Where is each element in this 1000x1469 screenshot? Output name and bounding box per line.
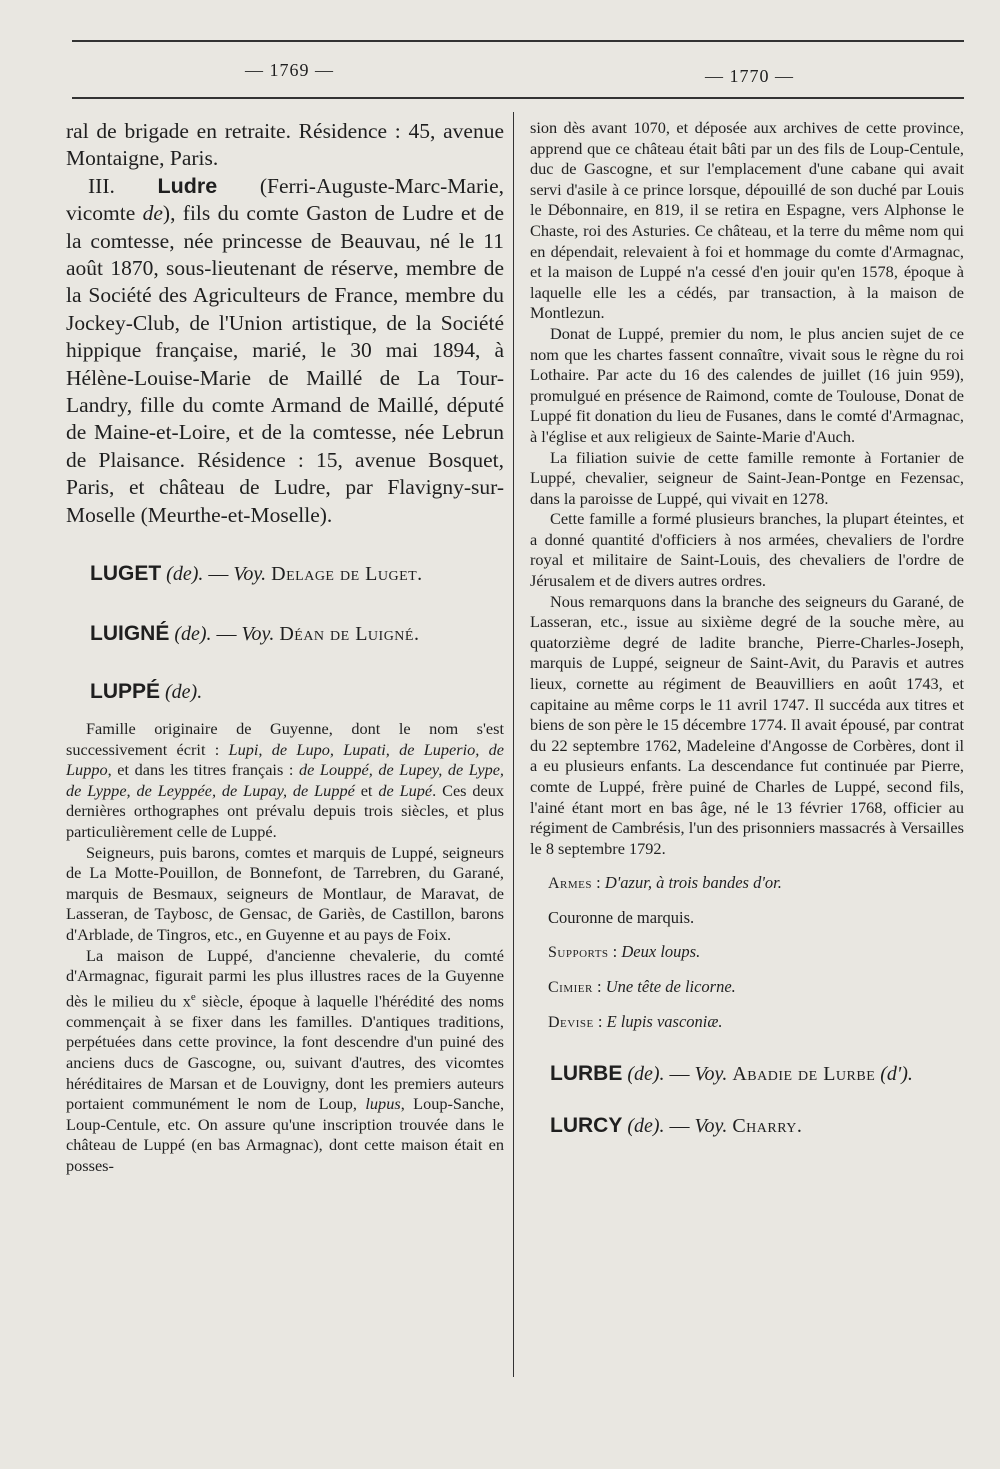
text: siècle, époque à laquelle l'hérédité des noms commençait à se fixer dans les familles. D'antiques traditions, perpétuées dans cette province, la font descendre d'un puiné des anciens ducs de Gascogne, ou, suivant d'autres, des vicomtes héréditaires de Marsan et de Louvigny, dont les premiers auteurs portaient communément le nom de Loup,	[66, 991, 504, 1114]
sep: :	[592, 873, 605, 893]
superscript: e	[190, 990, 196, 1003]
luppe-origin-paragraph	[66, 719, 504, 843]
spellings: de Louppé, de Lupey, de Lype, de Lyppe, de Leyppée, de Lupay, de Luppé	[66, 760, 505, 800]
couronne-line: Couronne de marquis.	[548, 908, 695, 928]
luppe-castle-paragraph: sion dès avant 1070, et déposée aux archives de cette province, apprend que ce château était bâti par un des fils de Loup-Centule, duc de Gascogne, et sur l'emplacement d'une cabane qui avait servi d'asile à ce prince lorsque, dépouillé de son duché par Louis le Débonnaire, en 819, il se retira en Espagne, vers Alphonse le Chaste, roi des Asturies. Ce château, et la terre du même nom qui en dépendait, relevaient à foi et hommage du comte d'Armagnac, et la maison de Luppé n'a cessé d'en jouir qu'en 1578, époque à laquelle elle les a cédés, par transaction, à la maison de Montlezun.	[530, 118, 964, 323]
entry-particle: de	[142, 201, 163, 226]
value: Une tête de licorne.	[605, 977, 736, 997]
particle: (de).	[166, 563, 204, 586]
entry-text: ), fils du comte Gaston de Ludre et de la comtesse, née princesse de Beauvau, né le 11 août 1870, sous-lieutenant de réserve, membre de la Société des Agriculteurs de France, membre du Jockey-Club, de l'Union artistique, de la Société hippique française, marié, le 30 mai 1894, à Hélène-Louise-Marie de Maillé de La Tour-Landry, fille du comte Armand de Maillé, député de Maine-et-Loire, et de la comtesse, née Lebrun de Plaisance. Résidence : 15, avenue Bosquet, Paris, et château de Ludre, par Flavigny-sur-Moselle (Meurthe-et-Moselle).	[66, 201, 505, 527]
particle: (de).	[174, 623, 212, 646]
ludre-continuation: ral de brigade en retraite. Résidence : 45, avenue Montaigne, Paris.	[66, 119, 504, 171]
filiation-paragraph: La filiation suivie de cette famille remonte à Fortanier de Luppé, chevalier, seigneur de Saint-Jean-Pontge en Fezensac, dans la paroisse de Luppé, qui vivait en 1278.	[530, 447, 964, 508]
garane-branch-paragraph: Nous remarquons dans la branche des seigneurs du Garané, de Lasseran, etc., issue au sixième degré de la souche mère, au quatorzième degré de ladite branche, Pierre-Charles-Joseph, marquis de Luppé, seigneur de Saint-Avit, du Paravis et autres lieux, cornette au régiment de Beauvilliers en août 1743, et capitaine au même corps le 11 avril 1747. Il succéda aux titres et biens de son père le 15 décembre 1774. Il avait épousé, par contrat du 22 septembre 1762, Madeleine d'Angosse de Corbères, dont il a eu plusieurs enfants. La descendance fut continuée par Pierre, comte de Luppé, frère puiné de Charles de Luppé, second fils, l'ainé étant mort en bas âge, né le 13 février 1768, officier au régiment de Cambrésis, l'un des prisonniers massacrés à Versailles le 8 septembre 1792.	[530, 591, 965, 858]
luppe-history-paragraph	[66, 946, 504, 1177]
dash: —	[211, 623, 242, 646]
lurcy-entry	[530, 1113, 964, 1139]
particle: (de).	[627, 1063, 665, 1086]
devise-line	[548, 1012, 964, 1033]
text: et	[354, 780, 379, 800]
latin-word: lupus	[365, 1094, 401, 1114]
luget-entry	[66, 561, 504, 587]
surname-heading: LURCY	[550, 1114, 623, 1138]
header-bottom-rule	[72, 97, 964, 99]
ludre-entry-iii	[66, 173, 504, 529]
surname-heading: LUPPÉ	[90, 680, 161, 704]
dash: —	[664, 1063, 695, 1086]
cross-reference: Delage de Luget.	[271, 563, 423, 586]
cimier-line	[548, 977, 964, 998]
entry-name: Ludre	[157, 173, 218, 198]
column-divider	[513, 112, 514, 1377]
see-also-label: Voy.	[694, 1115, 728, 1138]
left-column	[66, 118, 504, 1177]
sep: :	[592, 977, 606, 997]
cross-reference: Déan de Luigné.	[279, 623, 420, 646]
text: Famille originaire de Guyenne, dont le nom s'est successivement écrit :	[66, 719, 504, 759]
luigne-entry	[66, 621, 504, 647]
surname-heading: LUGET	[90, 562, 162, 586]
branches-paragraph: Cette famille a formé plusieurs branches, la plupart éteintes, et a donné quantité d'officiers à nos armées, chevaliers de l'ordre royal et militaire de Saint-Louis, des chevaliers de l'ordre de Jérusalem et de divers autres ordres.	[530, 509, 964, 591]
entry-text: (Ferri-Auguste-Marc-Marie, vicomte	[66, 173, 504, 226]
dash: —	[203, 563, 234, 586]
right-column	[530, 118, 964, 1139]
page-number-right: — 1770 —	[705, 66, 794, 86]
armes-line	[548, 873, 964, 894]
value: E lupis vasconiæ.	[606, 1012, 723, 1032]
see-also-label: Voy.	[241, 623, 275, 646]
label: Cimier	[548, 979, 593, 997]
text: , et dans les titres français :	[107, 760, 299, 780]
luppe-titles-paragraph: Seigneurs, puis barons, comtes et marquis de Luppé, seigneurs de La Motte-Pouillon, de Bonnefont, de Tarrebren, du Garané, marquis de Besmaux, seigneurs de Montlaur, de Maravat, de Lasseran, de Taybosc, de Gensac, de Gariès, de Castillon, barons d'Arblade, de Tingros, etc., en Guyenne et au pays de Foix.	[66, 842, 504, 945]
see-also-label: Voy.	[233, 563, 267, 586]
label: Devise	[548, 1014, 594, 1032]
value: D'azur, à trois bandes d'or.	[604, 873, 782, 893]
entry-number: III.	[88, 173, 158, 198]
sep: :	[593, 1012, 607, 1032]
spellings: Lupi, de Lupo, Lupati, de Luperio, de Luppo	[66, 739, 504, 780]
label: Supports	[548, 944, 609, 962]
dash: —	[664, 1115, 695, 1138]
value: Deux loups.	[621, 942, 701, 962]
text: . Ces deux dernières orthographes ont prévalu depuis trois siècles, et plus particulièrement celle de Luppé.	[66, 780, 505, 842]
cross-reference: Charry.	[732, 1115, 803, 1138]
sep: :	[608, 942, 622, 962]
header-top-rule	[72, 40, 964, 42]
see-also-label: Voy.	[694, 1063, 728, 1086]
donat-paragraph: Donat de Luppé, premier du nom, le plus ancien sujet de ce nom que les chartes fassent connaître, vivait sous le règne du roi Lothaire. Par acte du 16 des calendes de juillet (16 juin 959), promulgué en présence de Raimond, comte de Toulouse, Donat de Luppé fit donation du lieu de Fusanes, dans le comté d'Armagnac, à l'église et aux religieux de Sainte-Marie d'Auch.	[530, 323, 964, 446]
particle: (de).	[165, 681, 203, 704]
page-number-left: — 1769 —	[245, 60, 334, 80]
supports-line	[548, 942, 964, 963]
lurbe-entry	[530, 1061, 964, 1087]
surname-heading: LUIGNÉ	[90, 622, 170, 646]
luppe-heading	[66, 679, 504, 705]
text: La maison de Luppé, d'ancienne chevalerie, du comté d'Armagnac, figurait parmi les plus illustres races de la Guyenne dès le milieu du x	[66, 945, 504, 1011]
spellings: de Lupé	[378, 780, 433, 800]
surname-heading: LURBE	[550, 1062, 623, 1086]
cross-reference: Abadie de Lurbe	[732, 1063, 876, 1086]
particle: (de).	[627, 1115, 665, 1138]
text: , Loup-Sanche, Loup-Centule, etc. On assure qu'une inscription trouvée dans le château de Luppé (en bas Armagnac), dont cette maison était en posses-	[66, 1094, 505, 1175]
particle: (d').	[880, 1063, 913, 1086]
label: Armes	[548, 875, 593, 893]
